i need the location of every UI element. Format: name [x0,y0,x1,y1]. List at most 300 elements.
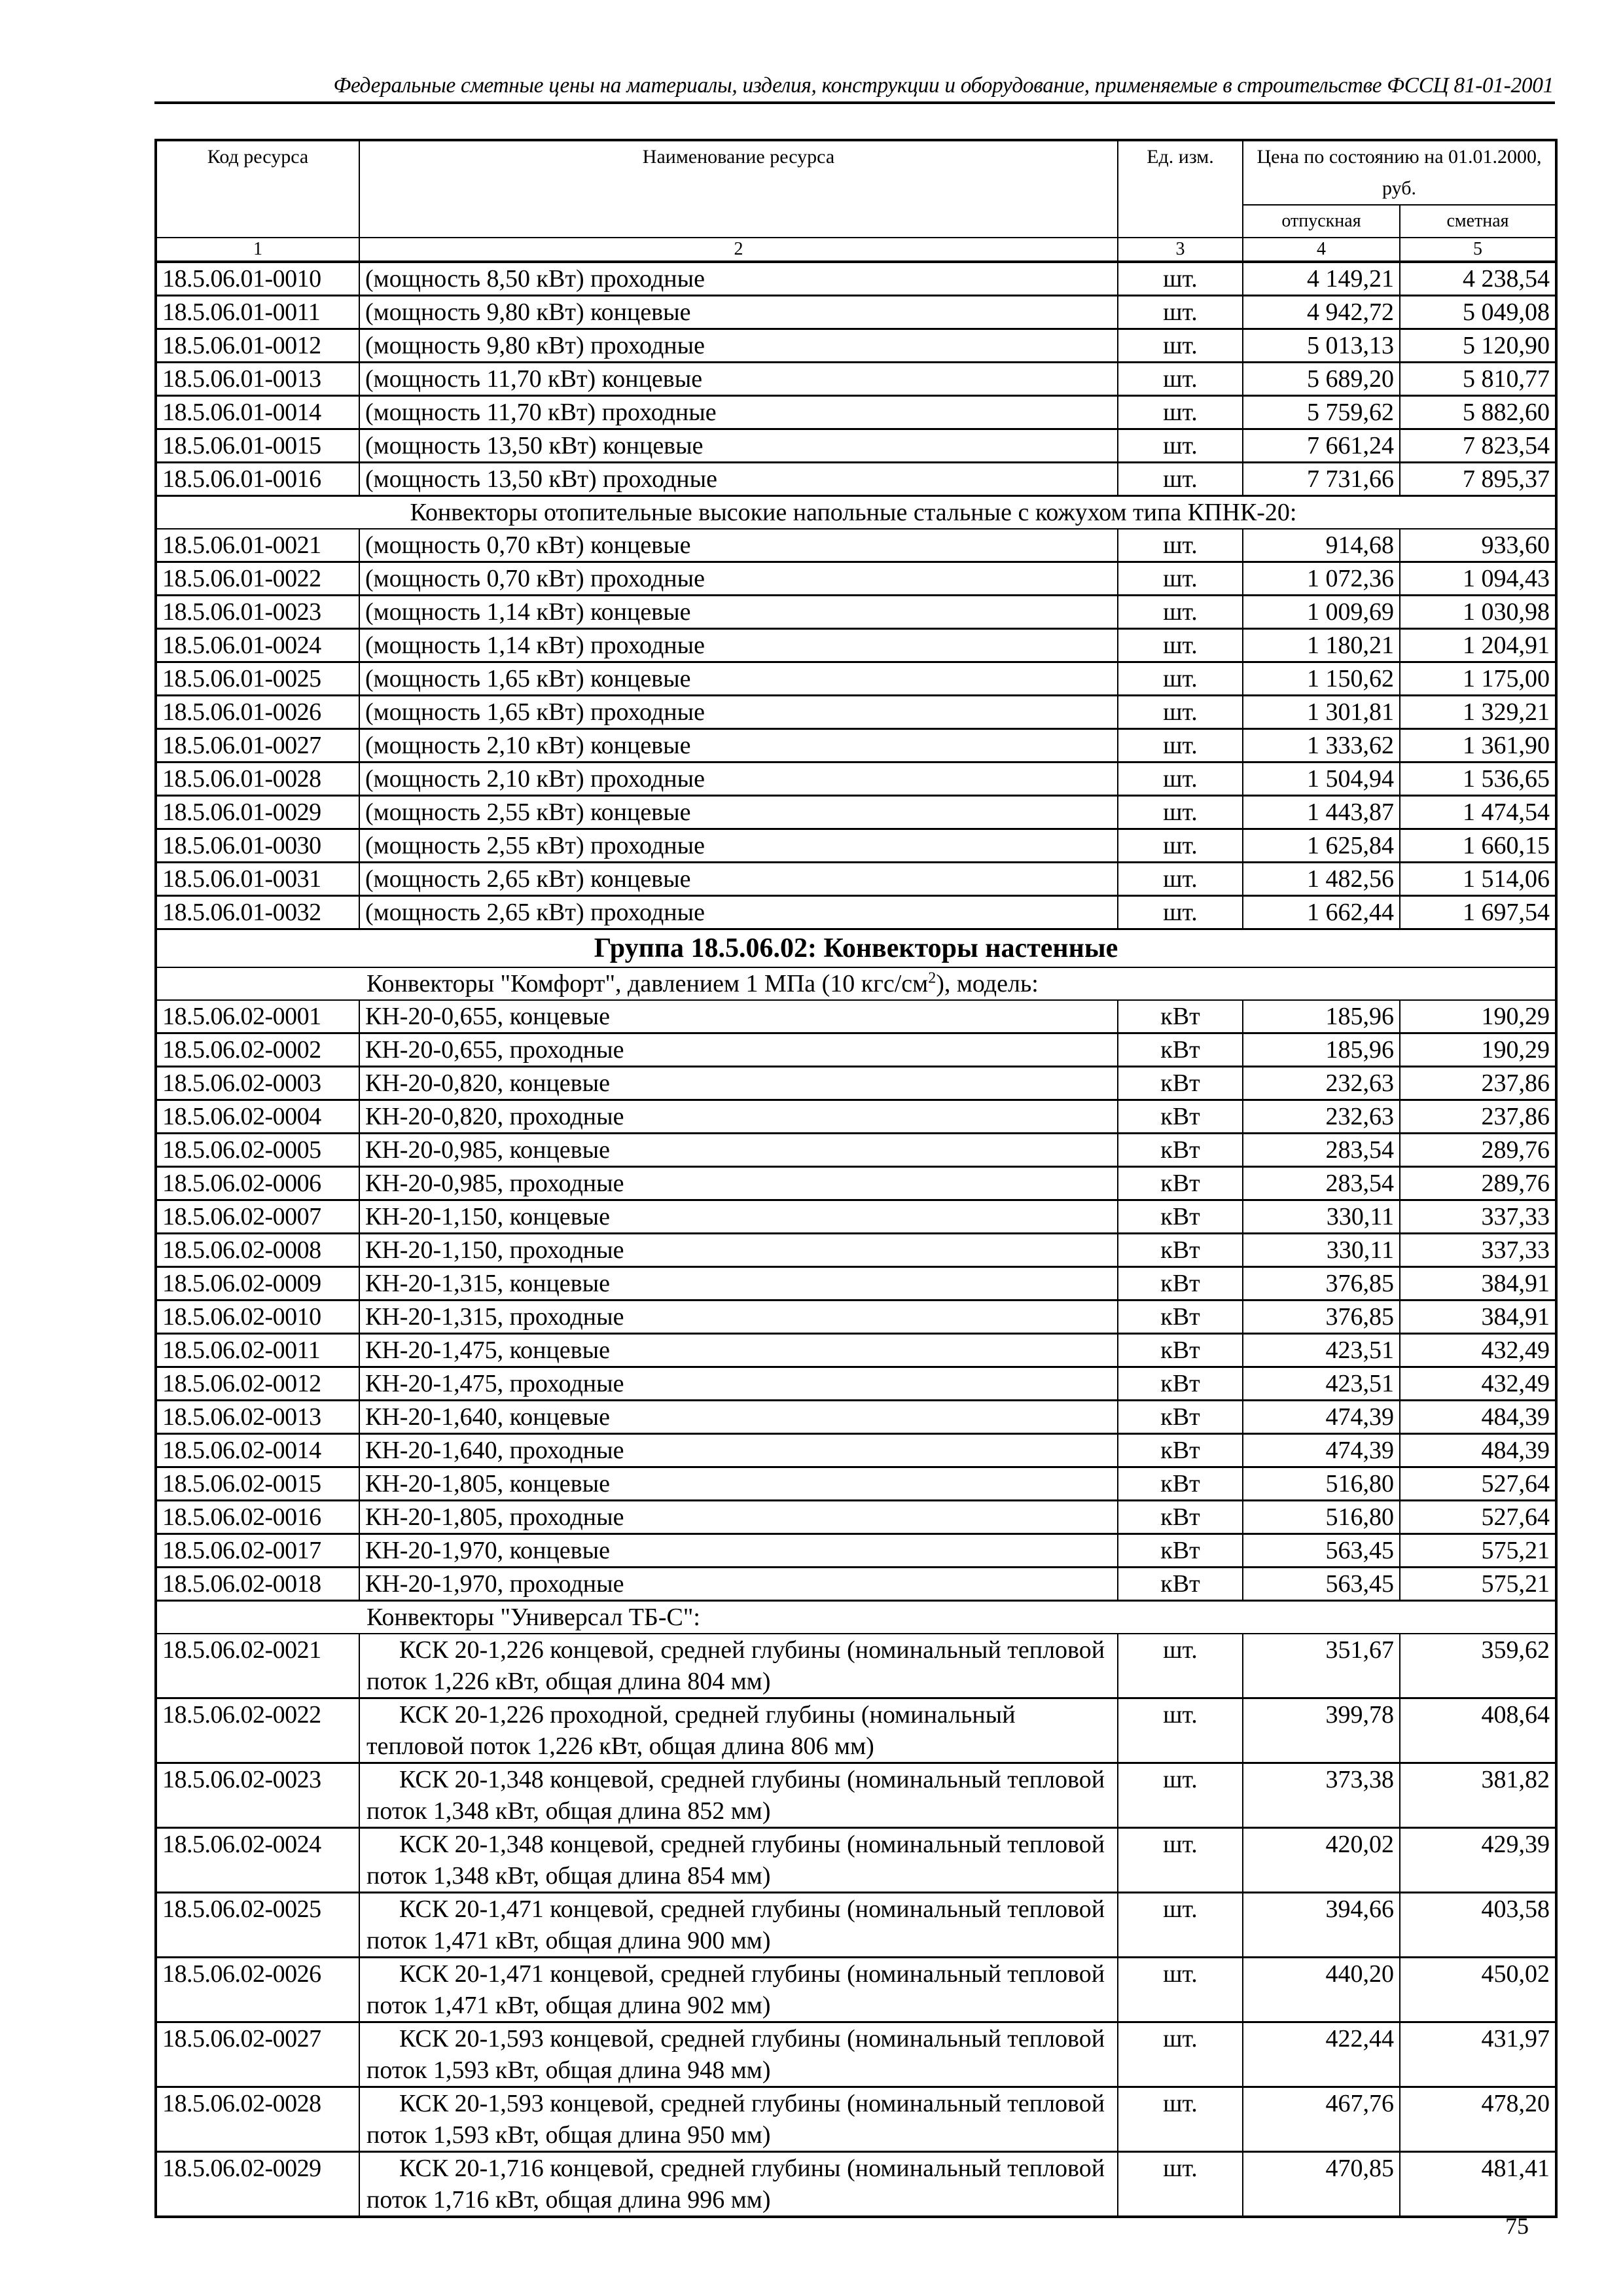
price-estimate: 190,29 [1400,1000,1556,1033]
price-release: 5 013,13 [1243,329,1400,363]
price-release: 1 482,56 [1243,863,1400,896]
resource-name: КН-20-1,805, проходные [359,1501,1118,1534]
section-title: Конвекторы "Универсал ТБ-С": [156,1601,1556,1634]
price-estimate: 1 094,43 [1400,562,1556,596]
table-row [156,1634,1556,1698]
column-number: 1 [156,238,359,262]
section-text: ), модель: [936,970,1039,997]
price-release: 399,78 [1243,1698,1400,1763]
table-row [156,1300,1556,1334]
price-table [154,139,1558,2218]
price-estimate: 289,76 [1400,1134,1556,1167]
resource-name: (мощность 2,65 кВт) концевые [359,863,1118,896]
resource-name: КН-20-1,640, проходные [359,1434,1118,1467]
table-row [156,1434,1556,1467]
resource-code: 18.5.06.01-0023 [156,596,359,629]
table-row [156,1234,1556,1267]
unit: шт. [1118,829,1243,863]
table-row [156,596,1556,629]
table-row [156,1534,1556,1568]
price-release: 470,85 [1243,2152,1400,2217]
unit: шт. [1118,2022,1243,2087]
table-row [156,629,1556,662]
table-row [156,463,1556,496]
price-release: 232,63 [1243,1100,1400,1134]
unit: шт. [1118,1958,1243,2022]
resource-code: 18.5.06.02-0004 [156,1100,359,1134]
price-estimate: 384,91 [1400,1267,1556,1300]
unit: кВт [1118,1200,1243,1234]
table-row [156,1167,1556,1200]
price-release: 5 759,62 [1243,396,1400,429]
price-estimate: 5 882,60 [1400,396,1556,429]
price-estimate: 1 474,54 [1400,796,1556,829]
table-row [156,896,1556,929]
price-release: 1 009,69 [1243,596,1400,629]
table-row [156,1698,1556,1763]
resource-name: (мощность 0,70 кВт) проходные [359,562,1118,596]
resource-name: КСК 20-1,348 концевой, средней глубины (номинальный тепловой поток 1,348 кВт, общая длина 852 мм) [359,1763,1118,1828]
price-estimate: 7 895,37 [1400,463,1556,496]
resource-code: 18.5.06.02-0006 [156,1167,359,1200]
price-estimate: 337,33 [1400,1200,1556,1234]
price-release: 467,76 [1243,2087,1400,2152]
price-release: 1 072,36 [1243,562,1400,596]
resource-code: 18.5.06.02-0009 [156,1267,359,1300]
price-release: 7 661,24 [1243,429,1400,463]
resource-name: КСК 20-1,348 концевой, средней глубины (номинальный тепловой поток 1,348 кВт, общая длина 854 мм) [359,1828,1118,1893]
resource-code: 18.5.06.02-0016 [156,1501,359,1534]
price-release: 423,51 [1243,1367,1400,1401]
price-estimate: 481,41 [1400,2152,1556,2217]
price-release: 474,39 [1243,1401,1400,1434]
resource-name: КСК 20-1,471 концевой, средней глубины (номинальный тепловой поток 1,471 кВт, общая длина 902 мм) [359,1958,1118,2022]
resource-name: КН-20-1,150, концевые [359,1200,1118,1234]
unit: кВт [1118,1100,1243,1134]
table-row [156,1033,1556,1067]
resource-name: (мощность 2,55 кВт) концевые [359,796,1118,829]
price-release: 1 662,44 [1243,896,1400,929]
resource-code: 18.5.06.01-0026 [156,696,359,729]
rows-komfort [156,1000,1556,1601]
resource-name: (мощность 2,55 кВт) проходные [359,829,1118,863]
price-release: 283,54 [1243,1167,1400,1200]
resource-code: 18.5.06.02-0010 [156,1300,359,1334]
resource-code: 18.5.06.02-0024 [156,1828,359,1893]
unit: кВт [1118,1467,1243,1501]
table-row [156,1134,1556,1167]
price-estimate: 575,21 [1400,1568,1556,1601]
resource-name: КСК 20-1,226 проходной, средней глубины (номинальный тепловой поток 1,226 кВт, общая длина 806 мм) [359,1698,1118,1763]
resource-code: 18.5.06.01-0028 [156,762,359,796]
price-estimate: 5 049,08 [1400,296,1556,329]
resource-name: (мощность 11,70 кВт) концевые [359,363,1118,396]
price-release: 4 149,21 [1243,262,1400,296]
table-row [156,363,1556,396]
resource-code: 18.5.06.02-0028 [156,2087,359,2152]
resource-code: 18.5.06.02-0008 [156,1234,359,1267]
table-row [156,1501,1556,1534]
resource-code: 18.5.06.02-0003 [156,1067,359,1100]
table-row [156,2152,1556,2217]
resource-name: (мощность 1,14 кВт) проходные [359,629,1118,662]
resource-code: 18.5.06.02-0011 [156,1334,359,1367]
table-row [156,863,1556,896]
price-release: 1 180,21 [1243,629,1400,662]
price-release: 351,67 [1243,1634,1400,1698]
price-release: 1 443,87 [1243,796,1400,829]
price-estimate: 5 810,77 [1400,363,1556,396]
group-row [156,929,1556,968]
price-release: 1 504,94 [1243,762,1400,796]
resource-code: 18.5.06.01-0029 [156,796,359,829]
unit: кВт [1118,1501,1243,1534]
price-estimate: 1 697,54 [1400,896,1556,929]
price-estimate: 431,97 [1400,2022,1556,2087]
price-estimate: 1 175,00 [1400,662,1556,696]
price-release: 283,54 [1243,1134,1400,1167]
price-release: 394,66 [1243,1893,1400,1958]
price-estimate: 4 238,54 [1400,262,1556,296]
rows-kpnk [156,529,1556,929]
column-number: 5 [1400,238,1556,262]
unit: кВт [1118,1267,1243,1300]
section-row-komfort [156,967,1556,1000]
unit: шт. [1118,529,1243,562]
resource-name: КН-20-0,655, проходные [359,1033,1118,1067]
resource-name: (мощность 13,50 кВт) проходные [359,463,1118,496]
column-number: 4 [1243,238,1400,262]
unit: шт. [1118,863,1243,896]
resource-name: (мощность 2,10 кВт) проходные [359,762,1118,796]
resource-code: 18.5.06.02-0018 [156,1568,359,1601]
resource-name: КН-20-1,315, концевые [359,1267,1118,1300]
unit: шт. [1118,363,1243,396]
unit: шт. [1118,1763,1243,1828]
resource-code: 18.5.06.02-0014 [156,1434,359,1467]
unit: кВт [1118,1234,1243,1267]
price-estimate: 432,49 [1400,1334,1556,1367]
price-estimate: 237,86 [1400,1067,1556,1100]
resource-name: КН-20-0,985, проходные [359,1167,1118,1200]
resource-code: 18.5.06.02-0015 [156,1467,359,1501]
unit: кВт [1118,1434,1243,1467]
price-release: 440,20 [1243,1958,1400,2022]
header-price-group: Цена по состоянию на 01.01.2000, руб. [1243,140,1556,205]
price-release: 563,45 [1243,1568,1400,1601]
resource-code: 18.5.06.01-0012 [156,329,359,363]
price-release: 232,63 [1243,1067,1400,1100]
group-title: Группа 18.5.06.02: Конвекторы настенные [156,929,1556,968]
resource-code: 18.5.06.02-0013 [156,1401,359,1434]
resource-code: 18.5.06.01-0016 [156,463,359,496]
resource-code: 18.5.06.01-0022 [156,562,359,596]
resource-code: 18.5.06.02-0023 [156,1763,359,1828]
resource-name: (мощность 0,70 кВт) концевые [359,529,1118,562]
unit: шт. [1118,463,1243,496]
price-estimate: 408,64 [1400,1698,1556,1763]
resource-name: КН-20-1,805, концевые [359,1467,1118,1501]
unit: шт. [1118,429,1243,463]
resource-name: КН-20-0,820, проходные [359,1100,1118,1134]
resource-code: 18.5.06.02-0002 [156,1033,359,1067]
price-estimate: 484,39 [1400,1434,1556,1467]
resource-code: 18.5.06.02-0001 [156,1000,359,1033]
table-row [156,796,1556,829]
price-estimate: 450,02 [1400,1958,1556,2022]
price-estimate: 337,33 [1400,1234,1556,1267]
resource-code: 18.5.06.01-0011 [156,296,359,329]
price-estimate: 1 514,06 [1400,863,1556,896]
resource-name: КСК 20-1,593 концевой, средней глубины (номинальный тепловой поток 1,593 кВт, общая длина 948 мм) [359,2022,1118,2087]
table-row [156,696,1556,729]
resource-name: КН-20-0,985, концевые [359,1134,1118,1167]
unit: шт. [1118,2152,1243,2217]
resource-name: (мощность 9,80 кВт) концевые [359,296,1118,329]
resource-name: КН-20-0,820, концевые [359,1067,1118,1100]
unit: кВт [1118,1167,1243,1200]
unit: шт. [1118,662,1243,696]
price-estimate: 190,29 [1400,1033,1556,1067]
price-estimate: 1 204,91 [1400,629,1556,662]
section-row-kpnk [156,496,1556,529]
price-release: 474,39 [1243,1434,1400,1467]
table-row [156,762,1556,796]
header-code: Код ресурса [156,140,359,238]
header-price-release: отпускная [1243,205,1400,238]
resource-code: 18.5.06.01-0015 [156,429,359,463]
resource-code: 18.5.06.02-0007 [156,1200,359,1234]
rows-group1-tail [156,262,1556,496]
unit: шт. [1118,1828,1243,1893]
price-release: 7 731,66 [1243,463,1400,496]
price-estimate: 1 030,98 [1400,596,1556,629]
resource-code: 18.5.06.01-0031 [156,863,359,896]
resource-name: КСК 20-1,226 концевой, средней глубины (номинальный тепловой поток 1,226 кВт, общая длина 804 мм) [359,1634,1118,1698]
table-row [156,1763,1556,1828]
resource-name: КН-20-1,150, проходные [359,1234,1118,1267]
resource-code: 18.5.06.02-0027 [156,2022,359,2087]
price-estimate: 1 660,15 [1400,829,1556,863]
unit: шт. [1118,262,1243,296]
resource-name: КН-20-0,655, концевые [359,1000,1118,1033]
resource-code: 18.5.06.01-0024 [156,629,359,662]
resource-code: 18.5.06.02-0005 [156,1134,359,1167]
unit: шт. [1118,2087,1243,2152]
price-release: 5 689,20 [1243,363,1400,396]
unit: шт. [1118,1698,1243,1763]
resource-name: (мощность 1,14 кВт) концевые [359,596,1118,629]
resource-name: КН-20-1,475, концевые [359,1334,1118,1367]
price-estimate: 484,39 [1400,1401,1556,1434]
price-release: 330,11 [1243,1234,1400,1267]
resource-code: 18.5.06.01-0030 [156,829,359,863]
resource-name: (мощность 8,50 кВт) проходные [359,262,1118,296]
table-row [156,429,1556,463]
table-row [156,1000,1556,1033]
resource-code: 18.5.06.02-0021 [156,1634,359,1698]
price-release: 376,85 [1243,1300,1400,1334]
price-estimate: 7 823,54 [1400,429,1556,463]
price-estimate: 359,62 [1400,1634,1556,1698]
price-estimate: 5 120,90 [1400,329,1556,363]
table-row [156,1958,1556,2022]
price-release: 376,85 [1243,1267,1400,1300]
table-row [156,1334,1556,1367]
price-estimate: 403,58 [1400,1893,1556,1958]
table-row [156,662,1556,696]
price-estimate: 1 361,90 [1400,729,1556,762]
unit: шт. [1118,329,1243,363]
price-estimate: 384,91 [1400,1300,1556,1334]
unit: кВт [1118,1401,1243,1434]
price-estimate: 381,82 [1400,1763,1556,1828]
price-estimate: 933,60 [1400,529,1556,562]
rows-universal [156,1634,1556,2217]
price-estimate: 289,76 [1400,1167,1556,1200]
unit: шт. [1118,1634,1243,1698]
unit: шт. [1118,562,1243,596]
price-estimate: 429,39 [1400,1828,1556,1893]
section-row-universal [156,1601,1556,1634]
unit: кВт [1118,1000,1243,1033]
table-row [156,529,1556,562]
section-title: Конвекторы отопительные высокие напольные стальные с кожухом типа КПНК-20: [156,496,1556,529]
unit: шт. [1118,1893,1243,1958]
resource-code: 18.5.06.02-0012 [156,1367,359,1401]
resource-name: (мощность 1,65 кВт) концевые [359,662,1118,696]
price-estimate: 237,86 [1400,1100,1556,1134]
resource-name: КСК 20-1,471 концевой, средней глубины (номинальный тепловой поток 1,471 кВт, общая длина 900 мм) [359,1893,1118,1958]
unit: кВт [1118,1300,1243,1334]
header-unit: Ед. изм. [1118,140,1243,238]
price-release: 330,11 [1243,1200,1400,1234]
section-text: Конвекторы "Комфорт", давлением 1 МПа (10 кгс/см [366,970,929,997]
resource-name: КН-20-1,640, концевые [359,1401,1118,1434]
resource-name: (мощность 2,65 кВт) проходные [359,896,1118,929]
resource-code: 18.5.06.02-0029 [156,2152,359,2217]
table-row [156,1467,1556,1501]
header-price-estimate: сметная [1400,205,1556,238]
section-title [156,967,1556,1000]
table-row [156,1100,1556,1134]
resource-code: 18.5.06.02-0025 [156,1893,359,1958]
resource-code: 18.5.06.01-0010 [156,262,359,296]
unit: шт. [1118,696,1243,729]
resource-name: (мощность 1,65 кВт) проходные [359,696,1118,729]
resource-code: 18.5.06.02-0017 [156,1534,359,1568]
table-row [156,1267,1556,1300]
resource-code: 18.5.06.01-0025 [156,662,359,696]
column-number: 2 [359,238,1118,262]
unit: кВт [1118,1534,1243,1568]
table-row [156,2022,1556,2087]
resource-name: (мощность 2,10 кВт) концевые [359,729,1118,762]
table-row [156,1067,1556,1100]
resource-name: КН-20-1,970, концевые [359,1534,1118,1568]
price-release: 516,80 [1243,1467,1400,1501]
unit: шт. [1118,762,1243,796]
unit: шт. [1118,296,1243,329]
price-estimate: 478,20 [1400,2087,1556,2152]
resource-code: 18.5.06.01-0013 [156,363,359,396]
resource-name: КСК 20-1,716 концевой, средней глубины (номинальный тепловой поток 1,716 кВт, общая длина 996 мм) [359,2152,1118,2217]
price-release: 1 333,62 [1243,729,1400,762]
price-release: 563,45 [1243,1534,1400,1568]
price-release: 373,38 [1243,1763,1400,1828]
resource-name: КН-20-1,315, проходные [359,1300,1118,1334]
unit: кВт [1118,1568,1243,1601]
resource-name: (мощность 11,70 кВт) проходные [359,396,1118,429]
superscript: 2 [928,969,936,987]
price-estimate: 1 536,65 [1400,762,1556,796]
price-release: 1 301,81 [1243,696,1400,729]
page-number: 75 [1505,2213,1529,2239]
column-number-row [156,238,1556,262]
price-release: 1 150,62 [1243,662,1400,696]
price-estimate: 1 329,21 [1400,696,1556,729]
table-row [156,1401,1556,1434]
column-number: 3 [1118,238,1243,262]
table-row [156,2087,1556,2152]
table-row [156,329,1556,363]
price-estimate: 527,64 [1400,1501,1556,1534]
price-release: 420,02 [1243,1828,1400,1893]
resource-code: 18.5.06.01-0032 [156,896,359,929]
table-row [156,562,1556,596]
price-release: 423,51 [1243,1334,1400,1367]
price-estimate: 432,49 [1400,1367,1556,1401]
table-row [156,829,1556,863]
unit: шт. [1118,896,1243,929]
price-estimate: 575,21 [1400,1534,1556,1568]
unit: кВт [1118,1134,1243,1167]
table-row [156,729,1556,762]
header-rule [154,101,1555,104]
unit: кВт [1118,1033,1243,1067]
header-name: Наименование ресурса [359,140,1118,238]
running-header: Федеральные сметные цены на материалы, изделия, конструкции и оборудование, применяемые в строительстве ФССЦ 81-01-2001 [333,73,1554,98]
unit: кВт [1118,1367,1243,1401]
resource-name: (мощность 9,80 кВт) проходные [359,329,1118,363]
table-row [156,396,1556,429]
unit: шт. [1118,396,1243,429]
price-estimate: 527,64 [1400,1467,1556,1501]
price-release: 1 625,84 [1243,829,1400,863]
resource-name: (мощность 13,50 кВт) концевые [359,429,1118,463]
table-row [156,1367,1556,1401]
price-release: 185,96 [1243,1033,1400,1067]
unit: шт. [1118,596,1243,629]
table-row [156,262,1556,296]
resource-name: КН-20-1,475, проходные [359,1367,1118,1401]
resource-code: 18.5.06.02-0022 [156,1698,359,1763]
table-row [156,1200,1556,1234]
price-release: 914,68 [1243,529,1400,562]
table-row [156,1568,1556,1601]
price-release: 516,80 [1243,1501,1400,1534]
price-release: 185,96 [1243,1000,1400,1033]
unit: кВт [1118,1334,1243,1367]
unit: кВт [1118,1067,1243,1100]
price-release: 4 942,72 [1243,296,1400,329]
unit: шт. [1118,729,1243,762]
table-row [156,1828,1556,1893]
table-row [156,296,1556,329]
resource-code: 18.5.06.01-0021 [156,529,359,562]
unit: шт. [1118,796,1243,829]
unit: шт. [1118,629,1243,662]
